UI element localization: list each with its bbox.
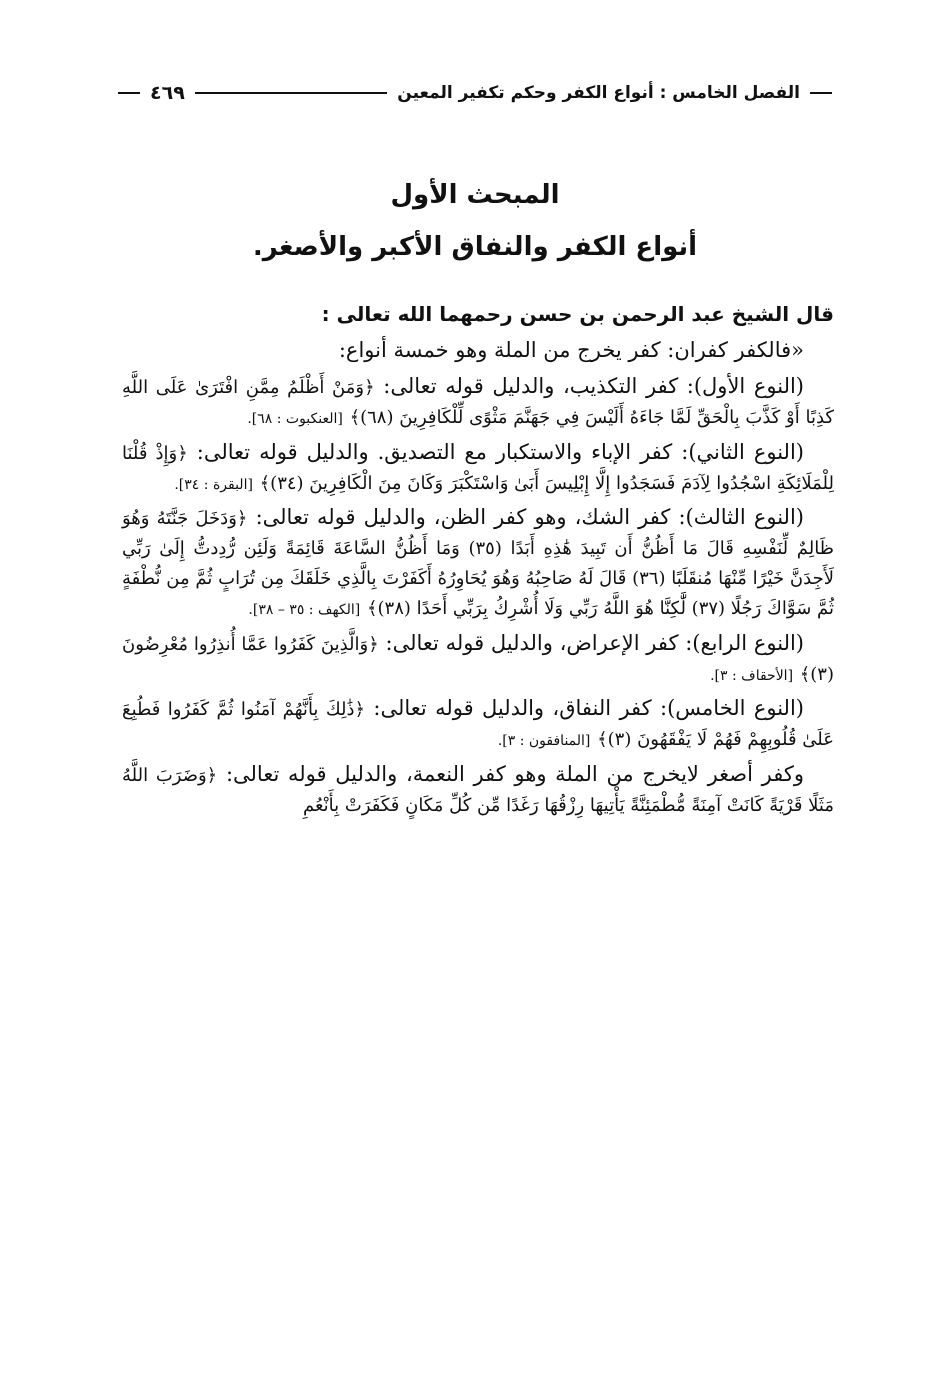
type-5-text: (النوع الخامس): كفر النفاق، والدليل قوله تعالى: xyxy=(373,696,804,721)
header-rule-left xyxy=(118,92,140,94)
page-number: ٤٦٩ xyxy=(150,82,185,104)
minor-text: وكفر أصغر لايخرج من الملة وهو كفر النعمة، والدليل قوله تعالى: xyxy=(225,761,804,786)
body-text xyxy=(122,300,834,826)
minor-verse: ﴿وَضَرَبَ اللَّهُ مَثَلًا قَرْيَةً كَانَتْ آمِنَةً مُّطْمَئِنَّةً يَأْتِيهَا رِزْقُهَا رَغَدًا مِّن كُلِّ مَكَانٍ فَكَفَرَتْ بِأَنْعُمِ xyxy=(122,764,834,816)
type-3-text: (النوع الثالث): كفر الشك، وهو كفر الظن، والدليل قوله تعالى: xyxy=(255,505,804,530)
section-title: أنواع الكفر والنفاق الأكبر والأصغر. xyxy=(252,232,698,262)
type-4-text: (النوع الرابع): كفر الإعراض، والدليل قوله تعالى: xyxy=(385,630,805,655)
type-4-citation: [الأحقاف : ٣]. xyxy=(710,667,794,684)
running-head-title: الفصل الخامس : أنواع الكفر وحكم تكفير المعين xyxy=(397,83,800,103)
paragraph-kufran: «فالكفر كفران: كفر يخرج من الملة وهو خمسة أنواع: xyxy=(338,338,804,363)
type-1-verse: ﴿وَمَنْ أَظْلَمُ مِمَّنِ افْتَرَىٰ عَلَى اللَّهِ كَذِبًا أَوْ كَذَّبَ بِالْحَقِّ لَمَّا جَاءَهُ أَلَيْسَ فِي جَهَنَّمَ مَثْوًى لِّلْكَافِرِينَ (٦٨)﴾ xyxy=(122,377,834,429)
section-heading: المبحث الأول xyxy=(390,180,560,210)
paragraph-type-5 xyxy=(122,694,834,754)
paragraph-type-2 xyxy=(122,438,834,498)
paragraph-type-3 xyxy=(122,503,834,622)
type-3-verse: ﴿وَدَخَلَ جَنَّتَهُ وَهُوَ ظَالِمٌ لِّنَفْسِهِ قَالَ مَا أَظُنُّ أَن تَبِيدَ هَٰذِهِ أَبَدًا (٣٥) وَمَا أَظُنُّ السَّاعَةَ قَائِمَةً وَلَئِن رُّدِدتُّ إِلَىٰ رَبِّي لَأَجِدَنَّ خَيْرًا مِّنْهَا مُنقَلَبًا (٣٦) قَالَ لَهُ صَاحِبُهُ وَهُوَ يُحَاوِرُهُ أَكَفَرْتَ بِالَّذِي خَلَقَكَ مِن تُرَابٍ ثُمَّ مِن نُّطْفَةٍ ثُمَّ سَوَّاكَ رَجُلًا (٣٧) لَّٰكِنَّا هُوَ اللَّهُ رَبِّي وَلَا أُشْرِكُ بِرَبِّي أَحَدًا (٣٨)﴾ xyxy=(122,508,835,619)
type-2-verse: ﴿وَإِذْ قُلْنَا لِلْمَلَائِكَةِ اسْجُدُوا لِآدَمَ فَسَجَدُوا إِلَّا إِبْلِيسَ أَبَىٰ وَاسْتَكْبَرَ وَكَانَ مِنَ الْكَافِرِينَ (٣٤)﴾ xyxy=(122,442,834,494)
type-3-citation: [الكهف : ٣٥ – ٣٨]. xyxy=(248,601,361,618)
type-5-citation: [المنافقون : ٣]. xyxy=(497,733,591,750)
type-1-text: (النوع الأول): كفر التكذيب، والدليل قوله تعالى: xyxy=(383,374,804,399)
type-2-text: (النوع الثاني): كفر الإباء والاستكبار مع التصديق. والدليل قوله تعالى: xyxy=(196,439,804,464)
paragraph-type-4 xyxy=(122,629,834,689)
type-4-verse: ﴿وَالَّذِينَ كَفَرُوا عَمَّا أُنذِرُوا مُعْرِضُونَ (٣)﴾ xyxy=(122,633,834,685)
type-1-citation: [العنكبوت : ٦٨]. xyxy=(247,411,343,428)
paragraph-type-1 xyxy=(122,372,834,432)
type-5-verse: ﴿ذَٰلِكَ بِأَنَّهُمْ آمَنُوا ثُمَّ كَفَرُوا فَطُبِعَ عَلَىٰ قُلُوبِهِمْ فَهُمْ لَا يَفْقَهُونَ (٣)﴾ xyxy=(122,699,834,751)
header-rule-right xyxy=(810,92,832,94)
intro-line: قال الشيخ عبد الرحمن بن حسن رحمهما الله تعالى : xyxy=(321,302,834,326)
running-head xyxy=(118,78,832,108)
paragraph-minor-kufr xyxy=(122,760,834,820)
header-rule-middle xyxy=(195,92,387,94)
type-2-citation: [البقرة : ٣٤]. xyxy=(174,476,253,493)
